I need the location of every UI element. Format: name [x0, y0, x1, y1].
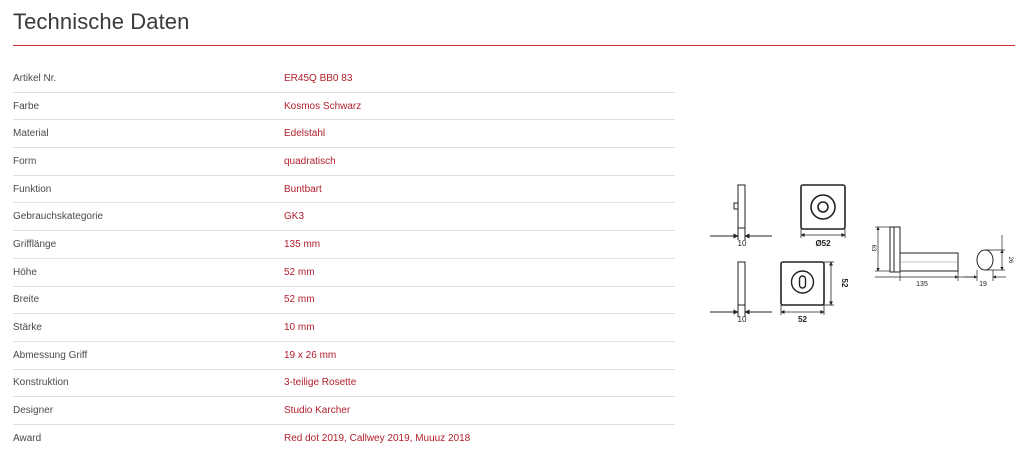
spec-value-award: Red dot 2019, Callwey 2019, Muuuz 2018 [284, 433, 471, 445]
spec-row [13, 370, 675, 398]
grip-height-dimension: 26 [1007, 256, 1013, 264]
escutcheon-height-dimension: 52 [840, 278, 849, 288]
spec-label-breite: Breite [13, 294, 40, 306]
rose-front-view [801, 185, 845, 238]
escutcheon-front-view [781, 262, 834, 315]
spec-table [13, 65, 675, 453]
rose-side-dimension: 10 [737, 239, 747, 248]
escutcheon-width-dimension: 52 [798, 315, 807, 324]
spec-label-staerke: Stärke [13, 322, 42, 334]
spec-label-abmessung-griff: Abmessung Griff [13, 349, 88, 361]
spec-row [13, 203, 675, 231]
spec-value-designer: Studio Karcher [284, 405, 351, 417]
spec-row [13, 314, 675, 342]
spec-row [13, 120, 675, 148]
spec-label-artikel-nr: Artikel Nr. [13, 72, 57, 84]
spec-value-funktion: Buntbart [284, 183, 322, 195]
spec-row [13, 176, 675, 204]
spec-row [13, 425, 675, 453]
spec-label-farbe: Farbe [13, 100, 40, 112]
spec-value-hoehe: 52 mm [284, 266, 315, 278]
spec-label-designer: Designer [13, 405, 54, 417]
spec-label-form: Form [13, 155, 37, 167]
rose-side-view [710, 185, 772, 240]
spec-row [13, 259, 675, 287]
technical-drawing [700, 175, 1020, 335]
spec-row [13, 342, 675, 370]
spec-value-grifflaenge: 135 mm [284, 238, 321, 250]
spec-row [13, 231, 675, 259]
spec-row [13, 93, 675, 121]
grip-width-dimension: 19 [979, 281, 987, 288]
spec-value-form: quadratisch [284, 155, 336, 167]
spec-label-grifflaenge: Grifflänge [13, 238, 57, 250]
spec-value-konstruktion: 3-teilige Rosette [284, 377, 357, 389]
spec-label-gebrauchskategorie: Gebrauchskategorie [13, 211, 104, 223]
spec-value-material: Edelstahl [284, 128, 326, 140]
grip-cross-section [964, 235, 1006, 281]
spec-row [13, 397, 675, 425]
page-title: Technische Daten [13, 9, 190, 34]
spec-label-award: Award [13, 433, 42, 445]
spec-row [13, 287, 675, 315]
spec-label-material: Material [13, 128, 49, 140]
spec-value-gebrauchskategorie: GK3 [284, 211, 305, 223]
rose-front-dimension: Ø52 [815, 239, 831, 248]
spec-label-hoehe: Höhe [13, 266, 37, 278]
escutcheon-side-view [710, 262, 772, 317]
spec-value-abmessung-griff: 19 x 26 mm [284, 349, 337, 361]
lever-projection-dimension: 63 [870, 244, 876, 252]
lever-length-dimension: 135 [916, 281, 928, 288]
spec-label-funktion: Funktion [13, 183, 52, 195]
spec-row [13, 148, 675, 176]
spec-value-farbe: Kosmos Schwarz [284, 100, 362, 112]
spec-label-konstruktion: Konstruktion [13, 377, 69, 389]
spec-value-staerke: 10 mm [284, 322, 315, 334]
spec-value-artikel-nr: ER45Q BB0 83 [284, 72, 353, 84]
spec-value-breite: 52 mm [284, 294, 315, 306]
lever-side-view [875, 227, 974, 281]
escutcheon-side-dimension: 10 [737, 315, 747, 324]
title-divider [13, 45, 1015, 46]
spec-row [13, 65, 675, 93]
